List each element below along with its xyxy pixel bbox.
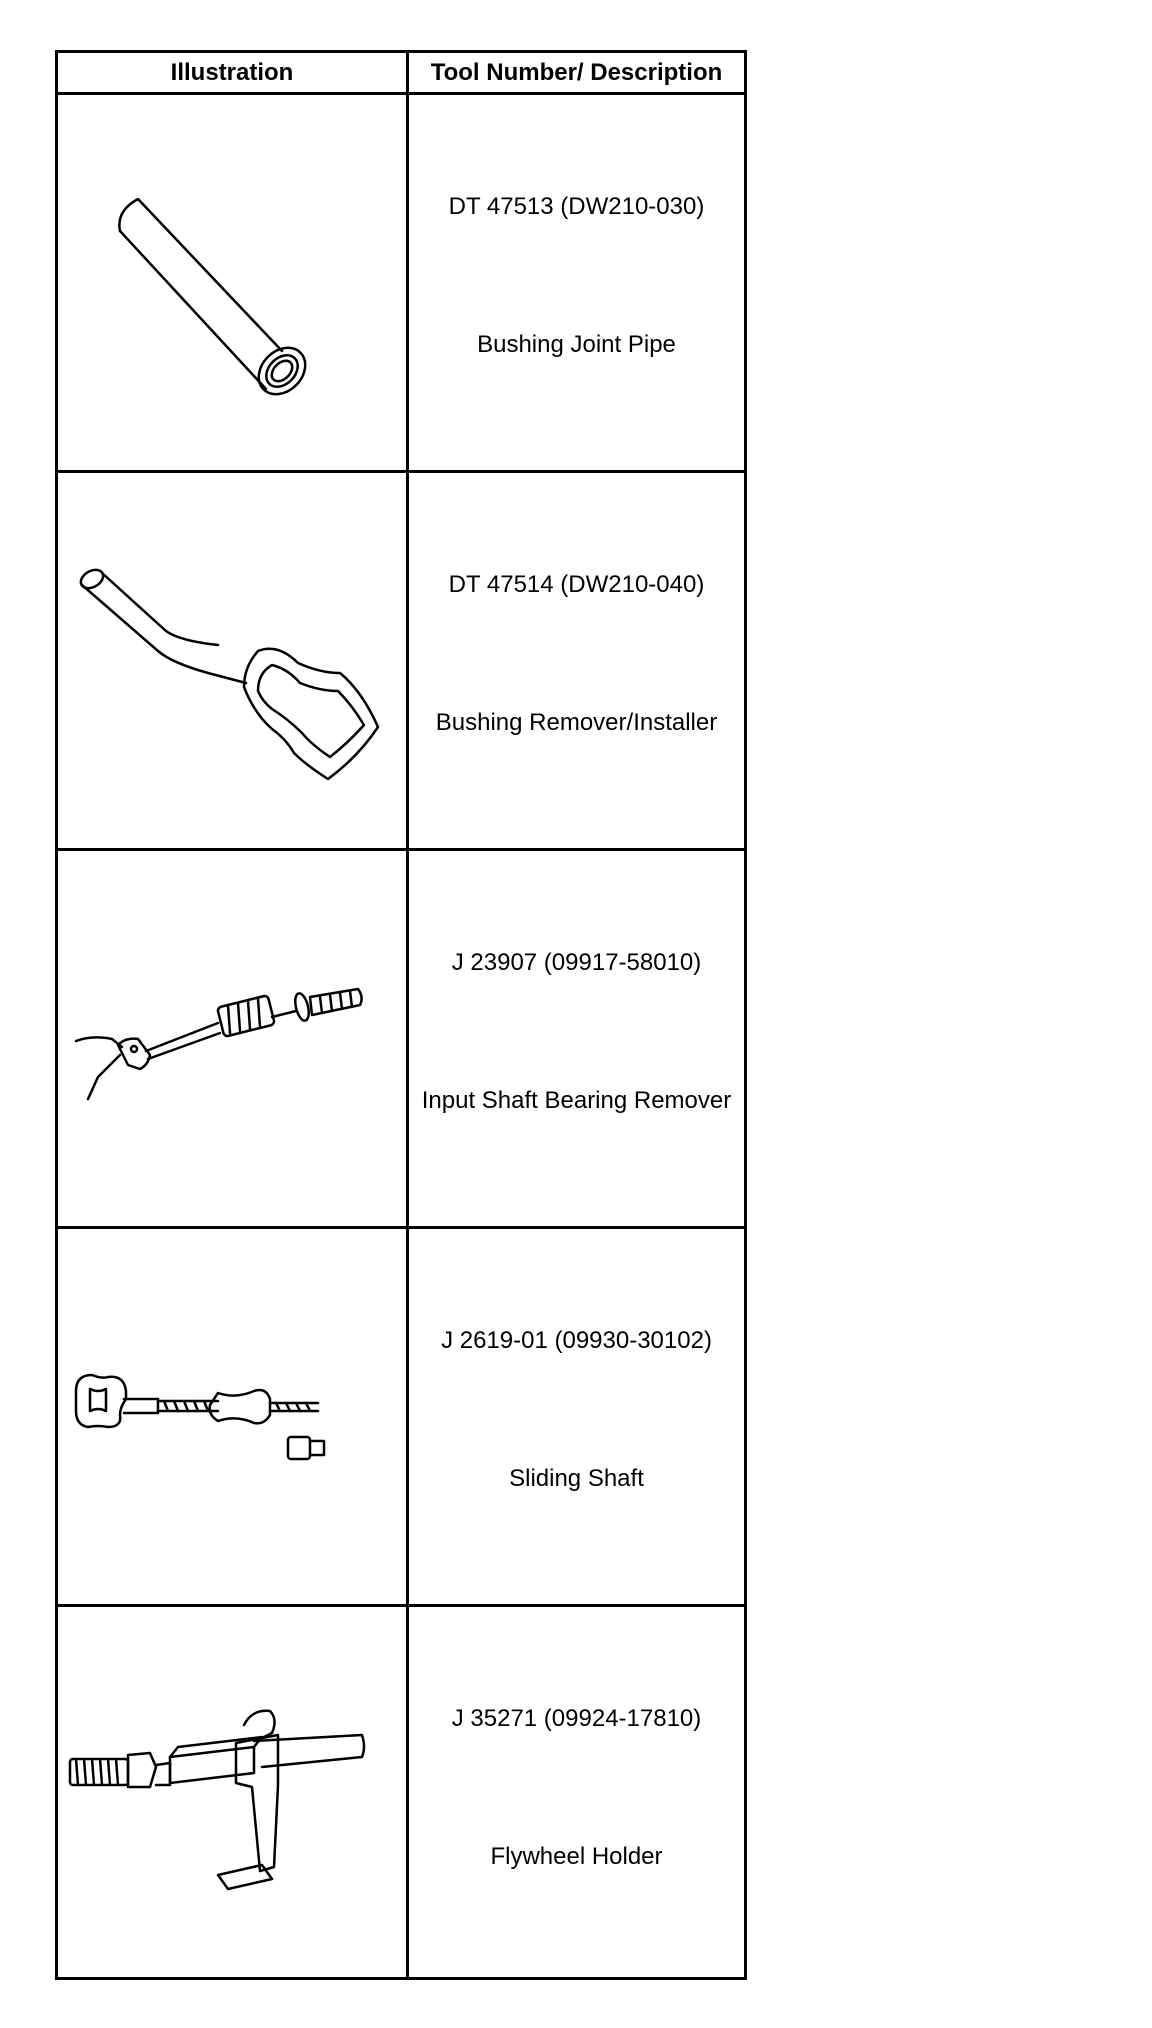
- tool-name: Input Shaft Bearing Remover: [421, 1087, 732, 1114]
- description-cell: [409, 473, 744, 848]
- illustration-cell: [58, 1229, 406, 1604]
- tool-number: J 2619-01 (09930-30102): [441, 1327, 712, 1354]
- table-row: [58, 1229, 744, 1607]
- tool-name: Sliding Shaft: [509, 1465, 644, 1492]
- tool-number: DT 47514 (DW210-040): [448, 571, 705, 598]
- flywheel-holder-icon: [58, 1607, 406, 1982]
- illustration-cell: [58, 851, 406, 1226]
- bent-remover-icon: [58, 473, 406, 848]
- tool-name: Bushing Joint Pipe: [477, 331, 676, 358]
- tool-name: Flywheel Holder: [490, 1843, 663, 1870]
- tool-name: Bushing Remover/Installer: [435, 709, 718, 736]
- description-cell: [409, 1607, 744, 1982]
- description-cell: [409, 95, 744, 470]
- table-row: [58, 95, 744, 473]
- special-tools-table: [55, 50, 747, 1980]
- header-illustration: Illustration: [170, 59, 294, 86]
- description-cell: [409, 851, 744, 1226]
- illustration-cell: [58, 473, 406, 848]
- header-tool-number-description: Tool Number/ Description: [430, 59, 723, 86]
- illustration-cell: [58, 95, 406, 470]
- tool-number: DT 47513 (DW210-030): [448, 193, 705, 220]
- joint-pipe-icon: [58, 95, 406, 470]
- bearing-remover-icon: [58, 851, 406, 1226]
- tool-number: J 23907 (09917-58010): [451, 949, 702, 976]
- tool-number: J 35271 (09924-17810): [451, 1705, 702, 1732]
- illustration-cell: [58, 1607, 406, 1982]
- table-row: [58, 473, 744, 851]
- table-header: [58, 53, 744, 95]
- table-row: [58, 1607, 744, 1985]
- description-cell: [409, 1229, 744, 1604]
- sliding-shaft-icon: [58, 1229, 406, 1604]
- table-row: [58, 851, 744, 1229]
